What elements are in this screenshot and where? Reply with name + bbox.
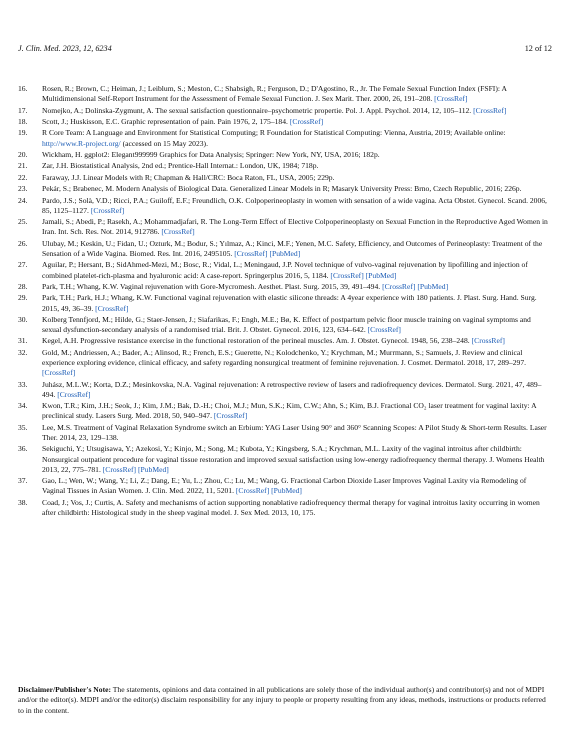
- crossref-link[interactable]: [CrossRef]: [234, 248, 268, 258]
- reference-body: Park, T.H.; Whang, K.W. Vaginal rejuvenation with Gore-Mycromesh. Aesthet. Plast. Surg. 2015, 39, 491–494.: [42, 281, 381, 291]
- reference-text: [42, 239, 550, 259]
- reference-item: [18, 282, 550, 292]
- crossref-link[interactable]: [CrossRef]: [57, 389, 91, 399]
- reference-body: Pekár, S.; Brabenec, M. Modern Analysis of Biological Data. Generalized Linear Models in R; Masaryk University Press: Brno, Czech Republic, 2016; 226p.: [42, 184, 522, 194]
- reference-number: 27.: [18, 260, 28, 270]
- reference-body: Sekiguchi, Y.; Utsugisawa, Y.; Azekosi, Y.; Kinjo, M.; Song, M.; Kubota, Y.; Kingsberg, S.A.; Krychman, M.L. Laxity of the vaginal introitus after childbirth: Nonsurgical outpatient procedure for vaginal tissue restoration and improved sexual satisfaction using low-energy radiofrequency thermal therapy. J. Womens Health 2013, 22, 775–781.: [42, 444, 545, 474]
- reference-body: Rosen, R.; Brown, C.; Heiman, J.; Leiblum, S.; Meston, C.; Shabsigh, R.; Ferguson, D.; D'Agostino, R., Jr. The Female Sexual Function Index (FSFI): A Multidimensional Self-Report Instrument for the Assessment of Female Sexual Function. J. Sex Marit. Ther. 2000, 26, 191–208.: [42, 84, 507, 104]
- reference-item: [18, 150, 550, 160]
- reference-text: [42, 315, 550, 335]
- reference-body: Gold, M.; Andriessen, A.; Bader, A.; Alinsod, R.; French, E.S.; Guerette, N.; Kolodchenko, Y.; Krychman, M.; Murrmann, S.; Samuels, J. Review and clinical experience exploring evidence, clinical efficacy, and safety regarding nonsurgical treatment of feminine rejuvenation. J. Cosmet. Dermatol. 2018, 17, 289–297.: [42, 347, 527, 368]
- reference-text: [42, 282, 550, 292]
- reference-item: [18, 173, 550, 183]
- reference-number: 34.: [18, 401, 28, 411]
- reference-text: [42, 401, 550, 421]
- reference-url-link[interactable]: http://www.R-project.org/: [42, 138, 121, 148]
- reference-item: [18, 293, 550, 313]
- reference-text: [42, 336, 550, 346]
- reference-text: [42, 217, 550, 237]
- reference-text: [42, 106, 550, 116]
- reference-body: Nomejko, A.; Dolinska-Zygmunt, A. The sexual satisfaction questionnaire–psychometric propertie. Pol. J. Appl. Psychol. 2014, 12, 105–112.: [42, 105, 472, 115]
- reference-item: [18, 260, 550, 280]
- reference-text: [42, 117, 550, 127]
- reference-text: [42, 196, 550, 216]
- reference-number: 26.: [18, 238, 28, 248]
- reference-text: [42, 128, 550, 148]
- reference-text: [42, 293, 550, 313]
- crossref-link[interactable]: [CrossRef]: [382, 281, 416, 291]
- crossref-link[interactable]: [CrossRef]: [95, 303, 129, 313]
- reference-item: [18, 239, 550, 259]
- crossref-link[interactable]: [CrossRef]: [102, 464, 137, 474]
- reference-item: [18, 348, 550, 379]
- reference-number: 21.: [18, 161, 28, 171]
- reference-number: 23.: [18, 184, 28, 194]
- pubmed-link[interactable]: [PubMed]: [269, 248, 301, 258]
- crossref-link[interactable]: [CrossRef]: [42, 368, 76, 378]
- reference-body: Park, T.H.; Park, H.J.; Whang, K.W. Functional vaginal rejuvenation with elastic silicone threads: A 4year experience with 180 patients. J. Plast. Surg. Hand. Surg. 2015, 49, 36–39.: [42, 293, 537, 313]
- reference-number: 36.: [18, 444, 28, 454]
- reference-body: Pardo, J.S.; Solà, V.D.; Ricci, P.A.; Guiloff, E.F.; Freundlich, O.K. Colpoperineoplasty in women with sensation of a wide vagina. Acta Obstet. Gynecol. Scand. 2006, 85, 1125–1127.: [42, 195, 547, 215]
- reference-number: 38.: [18, 497, 28, 507]
- reference-item: [18, 128, 550, 148]
- reference-item: [18, 184, 550, 194]
- crossref-link[interactable]: [CrossRef]: [161, 227, 195, 237]
- reference-number: 32.: [18, 347, 28, 357]
- reference-body: Kwon, T.R.; Kim, J.H.; Seok, J.; Kim, J.M.; Bak, D.-H.; Choi, M.J.; Mun, S.K.; Kim, C.W.; Ahn, S.; Kim, B.J. Fractional CO₂ laser treatment for vaginal laxity: A preclinical study. Lasers Surg. Med. 2018, 50, 940–947.: [42, 401, 537, 421]
- pubmed-link[interactable]: [PubMed]: [271, 486, 302, 496]
- reference-number: 30.: [18, 314, 28, 324]
- page-number: 12 of 12: [524, 44, 552, 53]
- reference-item: [18, 498, 550, 518]
- reference-item: [18, 84, 550, 104]
- reference-item: [18, 117, 550, 127]
- reference-number: 16.: [18, 84, 28, 93]
- reference-body: Juhász, M.L.W.; Korta, D.Z.; Mesinkovska, N.A. Vaginal rejuvenation: A retrospective review of lasers and radiofrequency devices. Dermatol. Surg. 2021, 47, 489–494.: [42, 379, 542, 399]
- reference-number: 19.: [18, 128, 28, 138]
- journal-citation: J. Clin. Med. 2023, 12, 6234: [18, 44, 112, 53]
- reference-body: Lee, M.S. Treatment of Vaginal Relaxation Syndrome switch an Erbium: YAG Laser Using 90° and 360° Scanning Scopes: A Pilot Study & Short-term Results. Laser Ther. 2014, 23, 129–138.: [42, 422, 547, 443]
- reference-body: Gao, L.; Wen, W.; Wang, Y.; Li, Z.; Dang, E.; Yu, L.; Zhou, C.; Lu, M.; Wang, G. Fractional Carbon Dioxide Laser Improves Vaginal Laxity via Remodeling of Vaginal Tissues in Asian Women. J. Clin. Med. 2022, 11, 5201.: [42, 476, 527, 496]
- crossref-link[interactable]: [CrossRef]: [90, 205, 125, 215]
- reference-body: Jamali, S.; Abedi, P.; Rasekh, A.; Mohammadjafari, R. The Long-Term Effect of Elective Colpoperineoplasty on Sexual Function in the Reproductive Aged Women in Iran. Int. Sch. Res. Not. 2014, 912786.: [42, 217, 548, 237]
- reference-body: Kegel, A.H. Progressive resistance exercise in the functional restoration of the perineal muscles. Am. J. Obstet. Gynecol. 1948, 56, 238–248.: [42, 336, 470, 346]
- reference-item: [18, 217, 550, 237]
- reference-text: [42, 173, 550, 183]
- reference-text: [42, 260, 550, 280]
- reference-item: [18, 476, 550, 496]
- reference-body: Zar, J.H. Biostatistical Analysis, 2nd ed.; Prentice-Hall Internat.: London, UK, 1984; 718p.: [42, 161, 319, 171]
- reference-number: 24.: [18, 195, 28, 205]
- reference-text: [42, 184, 550, 194]
- reference-text: [42, 423, 550, 443]
- crossref-link[interactable]: [CrossRef]: [473, 105, 507, 115]
- reference-item: [18, 196, 550, 216]
- reference-number: 25.: [18, 217, 28, 227]
- reference-number: 37.: [18, 476, 28, 486]
- reference-body: R Core Team: A Language and Environment for Statistical Computing; R Foundation for Statistical Computing: Vienna, Austria, 2019; Available online:: [42, 128, 506, 138]
- reference-number: 31.: [18, 336, 28, 346]
- reference-text: [42, 476, 550, 496]
- reference-number: 20.: [18, 149, 28, 159]
- crossref-link[interactable]: [CrossRef]: [434, 94, 468, 104]
- reference-text: [42, 444, 550, 475]
- reference-item: [18, 423, 550, 443]
- reference-item: [18, 161, 550, 171]
- reference-body: Coad, J.; Vos, J.; Curtis, A. Safety and mechanisms of action supporting nonablative radiofrequency thermal therapy for vaginal introitus laxity occurring in women after childbirth: Histological study in the sheep vaginal model. J. Sex Med. 2013, 10, 175.: [42, 497, 540, 518]
- pubmed-link[interactable]: [PubMed]: [138, 464, 169, 474]
- reference-text: [42, 380, 550, 400]
- reference-text: [42, 498, 550, 518]
- reference-item: [18, 444, 550, 475]
- reference-number: 18.: [18, 116, 28, 126]
- references-list: [18, 84, 550, 519]
- reference-text: [42, 150, 550, 160]
- reference-text: [42, 161, 550, 171]
- crossref-link[interactable]: [CrossRef]: [213, 411, 248, 421]
- crossref-link[interactable]: [CrossRef]: [330, 270, 364, 280]
- disclaimer: [18, 685, 552, 716]
- reference-number: 35.: [18, 422, 28, 432]
- reference-item: [18, 380, 550, 400]
- reference-body: Wickham, H. ggplot2: Elegant999999 Graphics for Data Analysis; Springer: New York, NY, USA, 2016; 182p.: [42, 149, 380, 159]
- crossref-link[interactable]: [CrossRef]: [289, 116, 324, 126]
- reference-body: Scott, J.; Huskisson, E.C. Graphic representation of pain. Pain 1976, 2, 175–184.: [42, 116, 288, 126]
- disclaimer-text: The statements, opinions and data contained in all publications are solely those of the individual author(s) and contributor(s) and not of MDPI and/or the editor(s). MDPI and/or the editor(s) disclaim responsibility for any injury to people or property resulting from any ideas, methods, instructions or products referred to in the content.: [18, 685, 546, 715]
- reference-number: 22.: [18, 172, 28, 182]
- pubmed-link[interactable]: [PubMed]: [365, 270, 397, 280]
- reference-item: [18, 401, 550, 421]
- disclaimer-label: Disclaimer/Publisher's Note:: [18, 685, 112, 694]
- reference-number: 17.: [18, 105, 28, 115]
- reference-number: 29.: [18, 293, 28, 303]
- reference-body: Aguilar, P.; Hersant, B.; SidAhmed-Mezi, M.; Bosc, R.; Vidal, L.; Meningaud, J.P. Novel technique of vulvo-vaginal rejuvenation by lipofilling and injection of combined platelet-rich-plasma and hyaluronic acid: A case-report. Springerplus 2016, 5, 1184.: [42, 260, 528, 280]
- reference-item: [18, 315, 550, 335]
- reference-number: 33.: [18, 379, 28, 389]
- crossref-link[interactable]: [CrossRef]: [367, 325, 401, 335]
- reference-body: Faraway, J.J. Linear Models with R; Chapman & Hall/CRC: Boca Raton, FL, USA, 2005; 229p.: [42, 172, 335, 182]
- reference-text: [42, 348, 550, 379]
- reference-number: 28.: [18, 281, 28, 291]
- reference-accessed: (accessed on 15 May 2023).: [122, 138, 208, 148]
- crossref-link[interactable]: [CrossRef]: [235, 486, 270, 496]
- reference-body: Kolberg Tennfjord, M.; Hilde, G.; Staer-Jensen, J.; Siafarikas, F.; Engh, M.E.; Bø, K. Effect of postpartum pelvic floor muscle training on vaginal symptoms and sexual dysfunction-secondary analysis of a randomised trial. Brit. J. Obstet. Gynecol. 2016, 123, 634–642.: [42, 314, 531, 335]
- pubmed-link[interactable]: [PubMed]: [417, 281, 449, 291]
- reference-item: [18, 336, 550, 346]
- crossref-link[interactable]: [CrossRef]: [471, 336, 505, 346]
- reference-text: [42, 84, 550, 104]
- reference-item: [18, 106, 550, 116]
- reference-body: Ulubay, M.; Keskin, U.; Fidan, U.; Ozturk, M.; Bodur, S.; Yılmaz, A.; Kinci, M.F.; Yenen, M.C. Safety, Efficiency, and Outcomes of Perineoplasty: Treatment of the Sensation of a Wide Vagina. Biomed. Res. Int. 2016, 2495105.: [42, 238, 543, 258]
